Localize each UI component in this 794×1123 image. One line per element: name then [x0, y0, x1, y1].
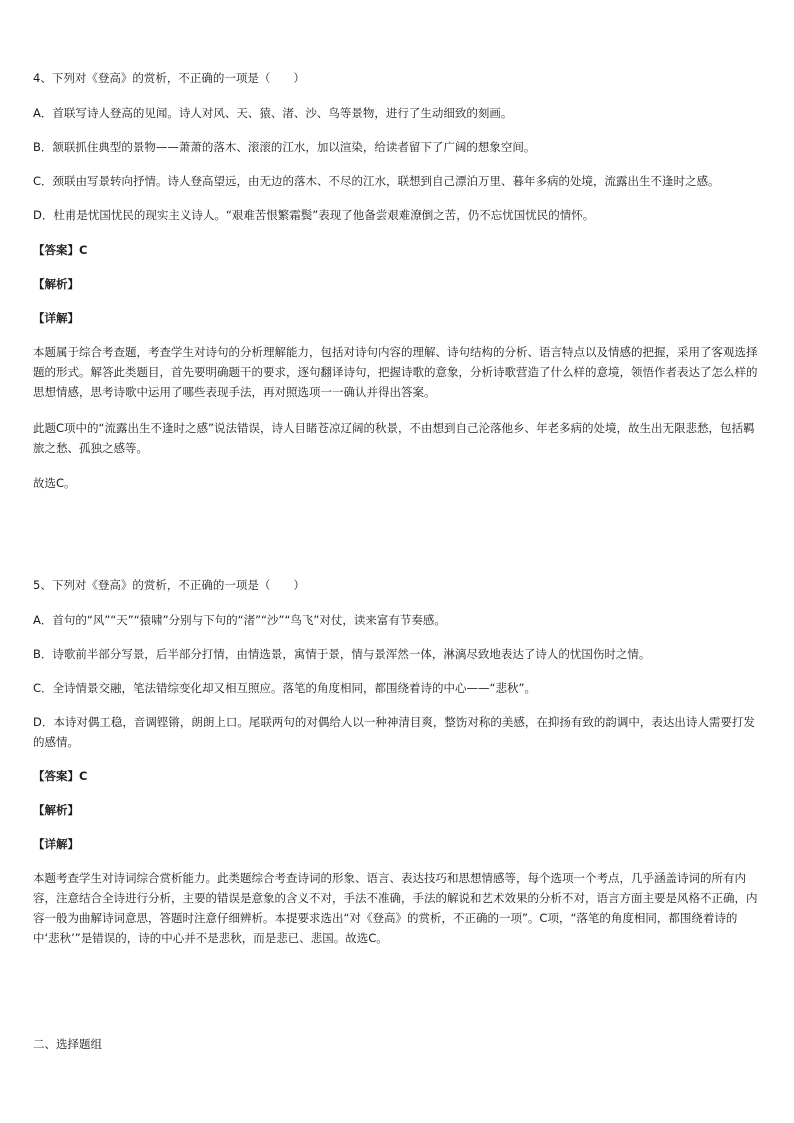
q5-answer: 【答案】C: [33, 769, 88, 783]
q5-option-c: C．全诗情景交融，笔法错综变化却又相互照应。落笔的角度相同，都围绕着诗的中心——“悲秋”。: [33, 681, 536, 695]
q5-analysis-label: 【解析】: [33, 803, 79, 817]
q4-stem: 4、下列对《登高》的赏析，不正确的一项是（ ）: [33, 71, 305, 85]
q5-detail-label: 【详解】: [33, 837, 79, 851]
q4-option-c: C．颈联由写景转向抒情。诗人登高望远，由无边的落木、不尽的江水，联想到自己漂泊万里、暮年多病的处境，流露出生不逢时之感。: [33, 174, 720, 188]
q5-stem: 5、下列对《登高》的赏析，不正确的一项是（ ）: [33, 578, 305, 592]
q4-conclusion: 故选C。: [33, 476, 76, 490]
q4-answer: 【答案】C: [33, 243, 88, 257]
q4-detail-paragraph-2: 此题C项中的“流露出生不逢时之感”说法错误，诗人目睹苍凉辽阔的秋景，不由想到自己沦落他乡、年老多病的处境，故生出无限悲愁，包括羁旅之愁、孤独之感等。: [33, 421, 755, 455]
q4-analysis-label: 【解析】: [33, 277, 79, 291]
q4-detail-label: 【详解】: [33, 311, 79, 325]
q5-option-a: A．首句的“风”“天”“猿啸”分别与下句的“渚”“沙”“鸟飞”对仗，读来富有节奏感。: [33, 613, 446, 627]
q4-detail-paragraph-1: 本题属于综合考查题，考查学生对诗句的分析理解能力，包括对诗句内容的理解、诗句结构的分析、语言特点以及情感的把握，采用了客观选择题的形式。解答此类题目，首先要明确题干的要求，逐句翻译诗句，把握诗歌的意象，分析诗歌营造了什么样的意境，领悟作者表达了怎么样的思想情感，思考诗歌中运用了哪些表现手法，再对照选项一一确认并得出答案。: [33, 345, 758, 399]
section-2-heading: 二、选择题组: [33, 1037, 102, 1051]
q4-option-d: D．杜甫是忧国忧民的现实主义诗人。“艰难苦恨繁霜鬓”表现了他备尝艰难潦倒之苦，仍不忘忧国忧民的情怀。: [33, 208, 595, 222]
q5-option-d: D．本诗对偶工稳，音调铿锵，朗朗上口。尾联两句的对偶给人以一种神清目爽，整饬对称的美感，在抑扬有致的韵调中，表达出诗人需要打发的感情。: [33, 715, 755, 749]
q4-option-b: B．颔联抓住典型的景物——萧萧的落木、滚滚的江水，加以渲染，给读者留下了广阔的想象空间。: [33, 140, 536, 154]
q5-detail-paragraph-1: 本题考查学生对诗词综合赏析能力。此类题综合考查诗词的形象、语言、表达技巧和思想情感等，每个选项一个考点，几乎涵盖诗词的所有内容，注意结合全诗进行分析，主要的错误是意象的含义不对，手法不准确，手法的解说和艺术效果的分析不对，语言方面主要是风格不正确，内容一般为曲解诗词意思，答题时注意仔细辨析。本提要求选出“对《登高》的赏析，不正确的一项”。C项，“落笔的角度相同，都围绕着诗的中‘悲秋’”是错误的，诗的中心并不是悲秋，而是悲已、悲国。故选C。: [33, 871, 758, 945]
q5-option-b: B．诗歌前半部分写景，后半部分打情，由情选景，寓情于景，情与景浑然一体，淋漓尽致地表达了诗人的忧国伤时之情。: [33, 647, 651, 661]
q4-option-a: A．首联写诗人登高的见闻。诗人对风、天、猿、渚、沙、鸟等景物，进行了生动细致的刻画。: [33, 106, 513, 120]
